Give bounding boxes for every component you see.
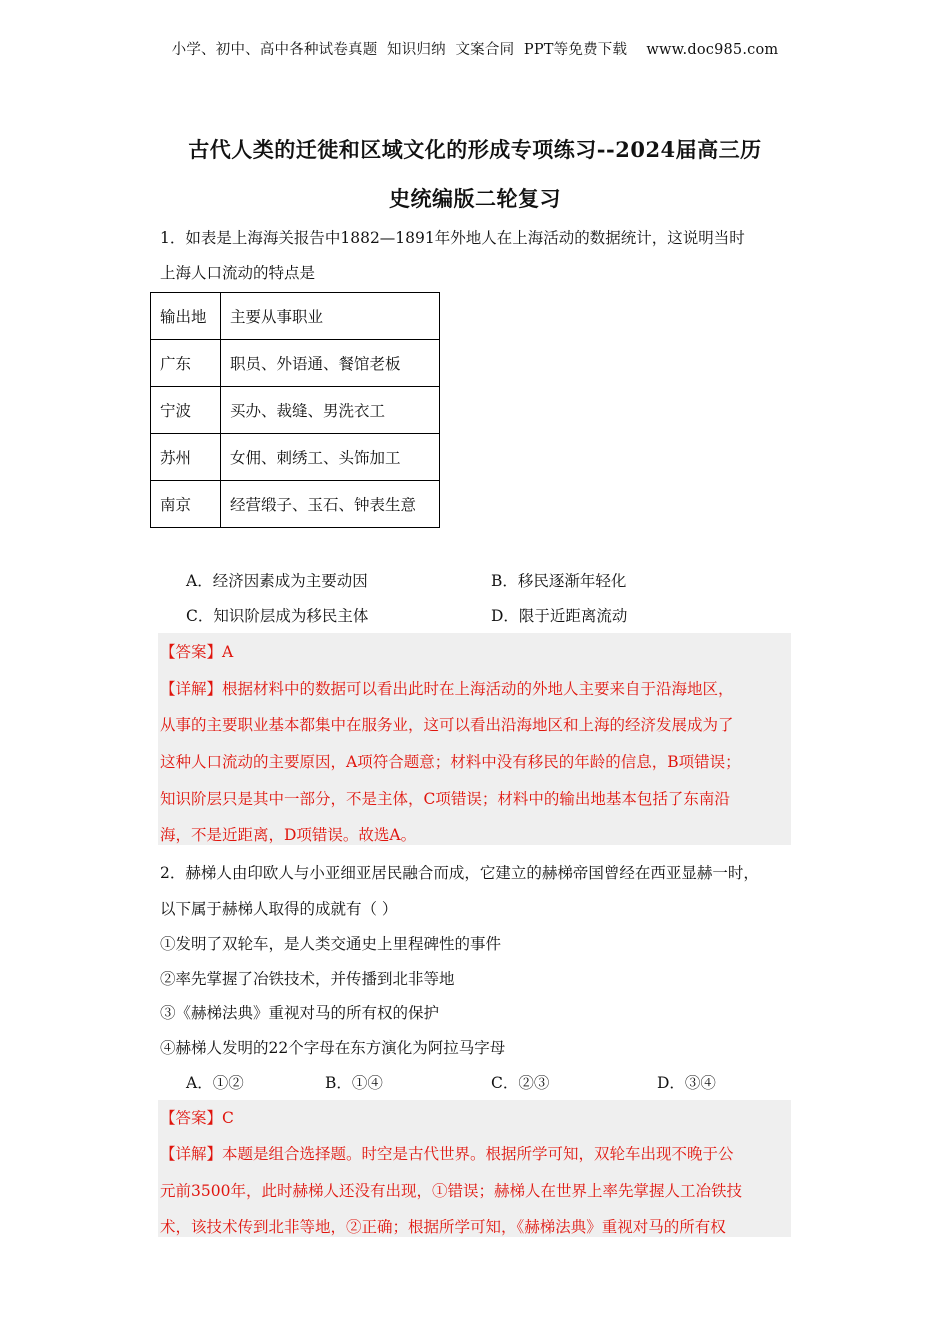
table-cell: 职员、外语通、餐馆老板 [221, 340, 440, 387]
q2-option-c: C．②③ [491, 1074, 550, 1092]
table-cell: 经营缎子、玉石、钟表生意 [221, 481, 440, 528]
q2-item-3: ③《赫梯法典》重视对马的所有权的保护 [160, 1004, 440, 1022]
table-header-cell: 输出地 [151, 293, 221, 340]
table-row [151, 340, 440, 387]
table-cell: 广东 [151, 340, 221, 387]
q2-detail-line-1: 【详解】本题是组合选择题。时空是古代世界。根据所学可知，双轮车出现不晚于公 [160, 1145, 734, 1163]
table-header-cell: 主要从事职业 [221, 293, 440, 340]
table-cell: 南京 [151, 481, 221, 528]
q2-detail-line-2: 元前3500年，此时赫梯人还没有出现，①错误；赫梯人在世界上率先掌握人工冶铁技 [160, 1182, 742, 1200]
table-cell: 苏州 [151, 434, 221, 481]
q1-answer-box [158, 633, 791, 845]
q2-item-4: ④赫梯人发明的22个字母在东方演化为阿拉马字母 [160, 1039, 506, 1057]
q2-option-d: D．③④ [657, 1074, 716, 1092]
q1-detail-line-5: 海，不是近距离，D项错误。故选A。 [160, 826, 417, 844]
q2-option-a: A．①② [186, 1074, 244, 1092]
migration-table [150, 292, 440, 528]
q1-option-c: C．知识阶层成为移民主体 [186, 607, 369, 625]
q1-answer: 【答案】A [160, 643, 234, 661]
q2-stem-line-2: 以下属于赫梯人取得的成就有（ ） [160, 900, 398, 918]
q2-answer: 【答案】C [160, 1109, 234, 1127]
table-row [151, 481, 440, 528]
q2-stem-line-1: 2．赫梯人由印欧人与小亚细亚居民融合而成，它建立的赫梯帝国曾经在西亚显赫一时， [160, 864, 759, 882]
doc-title-line-2: 史统编版二轮复习 [389, 186, 561, 211]
q1-option-b: B．移民逐渐年轻化 [491, 572, 627, 590]
table-row [151, 434, 440, 481]
q1-detail-line-4: 知识阶层只是其中一部分，不是主体，C项错误；材料中的输出地基本包括了东南沿 [160, 790, 730, 808]
q2-detail-line-3: 术，该技术传到北非等地，②正确；根据所学可知，《赫梯法典》重视对马的所有权 [160, 1218, 726, 1236]
table-header-row [151, 293, 440, 340]
q1-option-a: A．经济因素成为主要动因 [186, 572, 368, 590]
q1-stem-line-1: 1．如表是上海海关报告中1882—1891年外地人在上海活动的数据统计，这说明当时 [160, 229, 745, 247]
q1-stem-line-2: 上海人口流动的特点是 [160, 264, 316, 282]
page-header: 小学、初中、高中各种试卷真题 知识归纳 文案合同 PPT等免费下载 www.doc985.com [171, 42, 779, 58]
q2-option-b: B．①④ [325, 1074, 383, 1092]
q1-detail-line-1: 【详解】根据材料中的数据可以看出此时在上海活动的外地人主要来自于沿海地区， [160, 680, 734, 698]
q1-detail-line-2: 从事的主要职业基本都集中在服务业，这可以看出沿海地区和上海的经济发展成为了 [160, 716, 734, 734]
q2-item-2: ②率先掌握了冶铁技术，并传播到北非等地 [160, 970, 455, 988]
table-cell: 买办、裁缝、男洗衣工 [221, 387, 440, 434]
table-cell: 女佣、刺绣工、头饰加工 [221, 434, 440, 481]
doc-title-line-1: 古代人类的迁徙和区域文化的形成专项练习--2024届高三历 [188, 137, 762, 162]
q1-option-d: D．限于近距离流动 [491, 607, 628, 625]
q1-detail-line-3: 这种人口流动的主要原因，A项符合题意；材料中没有移民的年龄的信息，B项错误； [160, 753, 741, 771]
q2-item-1: ①发明了双轮车，是人类交通史上里程碑性的事件 [160, 935, 502, 953]
table-row [151, 387, 440, 434]
table-cell: 宁波 [151, 387, 221, 434]
